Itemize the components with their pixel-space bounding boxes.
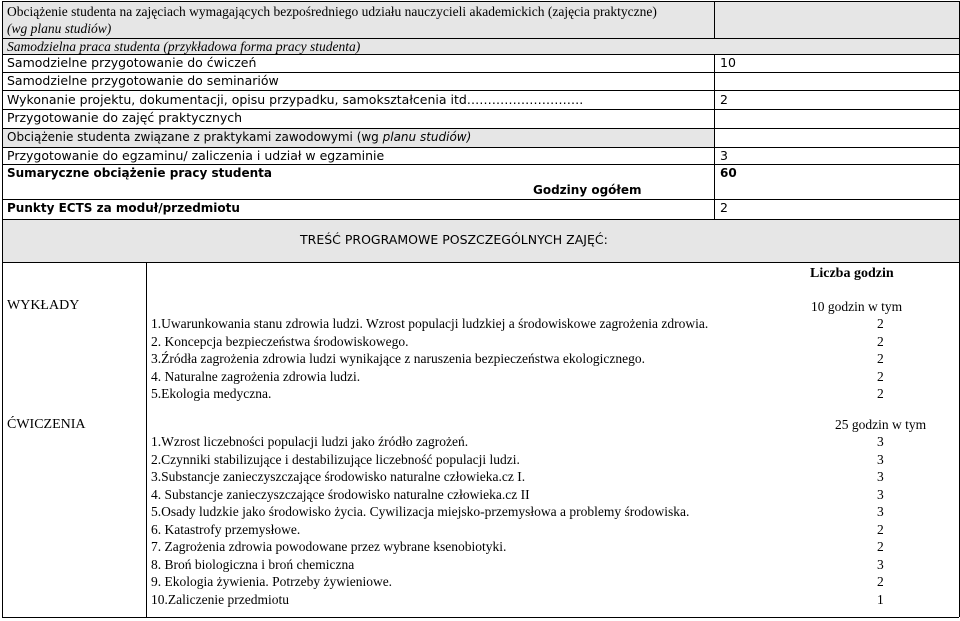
list-item-text: 7. Zagrożenia zdrowia powodowane przez wybrane ksenobiotyki. (151, 539, 507, 554)
exercises-total: 25 godzin w tym (835, 417, 927, 432)
list-item-text: 3.Substancje zanieczyszczające środowisko naturalne człowieka.cz I. (151, 469, 526, 484)
list-item-hours: 2 (877, 368, 884, 384)
list-item-hours: 1 (877, 591, 884, 607)
list-item-text: 8. Broń biologiczna i broń chemiczna (151, 556, 355, 572)
ects-row-value: 2 (720, 200, 728, 215)
list-item-hours: 2 (877, 316, 884, 331)
list-item-hours: 2 (877, 539, 884, 554)
list-item-hours: 3 (877, 434, 884, 449)
workload-header-line2: (wg planu studiów) (7, 21, 112, 36)
total-row-value: 60 (720, 166, 737, 180)
list-item-text: 2. Koncepcja bezpieczeństwa środowiskowego. (151, 333, 409, 349)
list-item-hours: 2 (877, 574, 884, 589)
practice-header-a: Obciążenie studenta związane z praktykami zawodowymi (wg (7, 130, 383, 144)
list-item-text: 5.Osady ludzkie jako środowisko życia. Cywilizacja miejsko-przemysłowa a problemy środowiska. (151, 504, 690, 519)
list-item-hours: 2 (877, 351, 884, 366)
program-title: TREŚĆ PROGRAMOWE POSZCZEGÓLNYCH ZAJĘĆ: (300, 232, 608, 247)
self-work-header: Samodzielna praca studenta (przykładowa forma pracy studenta) (7, 39, 361, 54)
lectures-label: WYKŁADY (7, 298, 80, 313)
list-item-hours: 3 (877, 451, 884, 467)
list-item-text: 9. Ekologia żywienia. Potrzeby żywieniowe. (151, 574, 393, 589)
exam-row-value: 3 (720, 148, 728, 163)
workload-header-line1: Obciążenie studenta na zajęciach wymagających bezpośredniego udziału nauczycieli akademickich (zajęcia praktyczne) (7, 4, 657, 19)
list-item-hours: 3 (877, 504, 884, 519)
list-item-text: 1.Uwarunkowania stanu zdrowia ludzi. Wzrost populacji ludzkiej a środowiskowe zagrożenia zdrowia. (151, 316, 709, 331)
practice-header (7, 131, 471, 143)
list-item-text: 2.Czynniki stabilizujące i destabilizujące liczebność populacji ludzi. (151, 451, 520, 467)
total-row-label: Sumaryczne obciążenie pracy studenta (7, 166, 272, 180)
list-item-text: 6. Katastrofy przemysłowe. (151, 521, 301, 537)
list-item-hours: 2 (877, 521, 884, 537)
list-item-hours: 2 (877, 333, 884, 349)
list-item-text: 5.Ekologia medyczna. (151, 386, 272, 401)
exam-row-label: Przygotowanie do egzaminu/ zaliczenia i udział w egzaminie (7, 148, 385, 163)
total-row-sub: Godziny ogółem (533, 183, 642, 197)
list-item-text: 3.Źródła zagrożenia zdrowia ludzi wynikające z naruszenia bezpieczeństwa ekologicznego. (151, 351, 646, 366)
list-item-hours: 2 (877, 386, 884, 401)
row-prep-seminars-label: Samodzielne przygotowanie do seminariów (7, 73, 279, 88)
row-project-label: Wykonanie projektu, dokumentacji, opisu przypadku, samokształcenia itd………………………. (7, 92, 584, 107)
list-item-text: 4. Naturalne zagrożenia zdrowia ludzi. (151, 368, 361, 384)
list-item-hours: 3 (877, 486, 884, 502)
exercises-label: ĆWICZENIA (7, 417, 86, 432)
practice-header-b: planu studiów) (382, 130, 472, 144)
list-item-text: 1.Wzrost liczebności populacji ludzi jako źródło zagrożeń. (151, 434, 469, 449)
row-prep-exercises-value: 10 (720, 55, 736, 70)
row-project-value: 2 (720, 92, 728, 107)
list-item-text: 4. Substancje zanieczyszczające środowisko naturalne człowieka.cz II (151, 486, 530, 502)
ects-row-label: Punkty ECTS za moduł/przedmiotu (7, 201, 240, 215)
lectures-total: 10 godzin w tym (811, 299, 903, 314)
list-item-text: 10.Zaliczenie przedmiotu (151, 591, 289, 607)
row-practical-label: Przygotowanie do zajęć praktycznych (7, 110, 243, 125)
list-item-hours: 3 (877, 469, 884, 484)
row-prep-exercises-label: Samodzielne przygotowanie do ćwiczeń (7, 55, 257, 70)
list-item-hours: 3 (877, 556, 884, 572)
hours-column-header: Liczba godzin (810, 266, 894, 281)
